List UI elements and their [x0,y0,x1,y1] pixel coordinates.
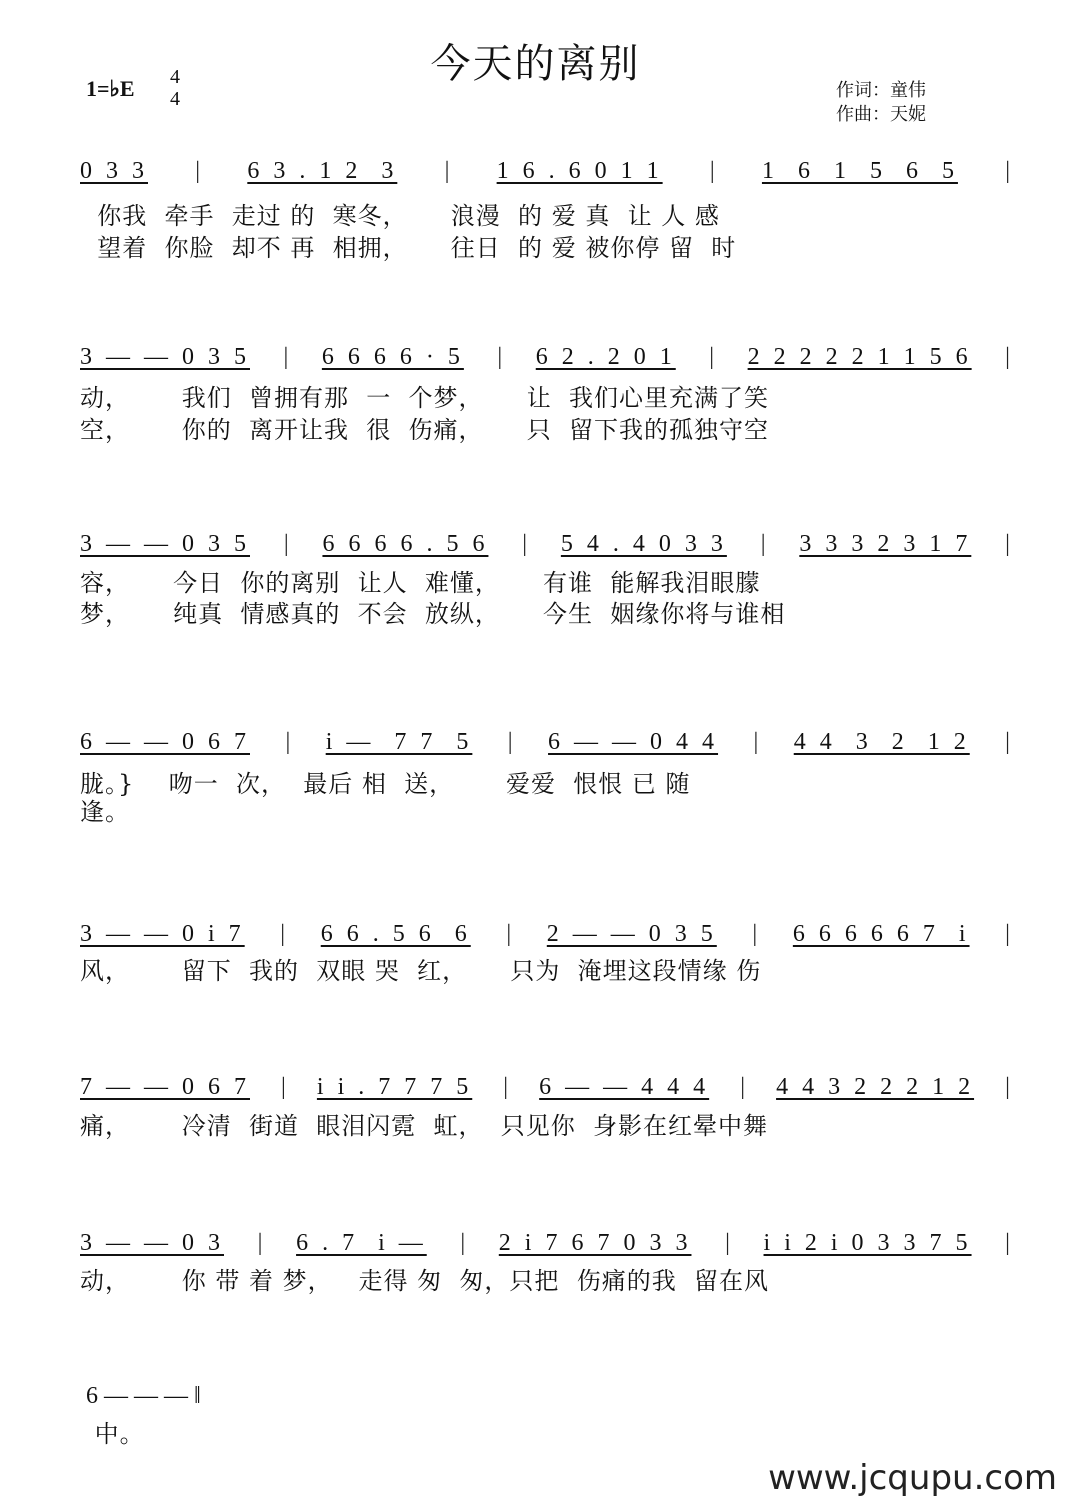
bar-line: | [1005,1230,1010,1256]
measure: 6 — — 0 6 7 [80,729,250,755]
bar-line: | [1005,921,1010,947]
lyric-line: 逢。 [80,798,130,826]
bar-line: | [285,729,291,755]
bar-line: | [1005,729,1010,755]
key-signature: 1=♭E [86,76,135,101]
meter-top: 4 [170,66,180,88]
measure: 3 3 3 2 3 1 7 [799,531,972,557]
measure: 0 3 3 [80,158,148,184]
bar-line: | [460,1230,466,1256]
measure: 6 . 7 i — [296,1230,427,1256]
measure: 6 — — — ‖ [86,1383,201,1409]
composer-credit: 作曲：天妮 [836,104,926,125]
lyric-line: 空， 你的 离开让我 很 伤痛， 只 留下我的孤独守空 [80,416,769,444]
measure: 4 4 3 2 2 2 1 2 [776,1074,975,1100]
lyric-line: 胧。} 吻一 次， 最后 相 送， 爱爱 恨恨 已 随 [80,770,691,798]
bar-line: | [281,1074,286,1100]
measure: 6 6 6 6 6 7 i [792,921,970,947]
bar-line: | [522,531,528,557]
measure: 6 6 6 6 . 5 6 [322,531,489,557]
notation-row [80,1230,1010,1257]
lyric-line: 中。 [86,1420,145,1448]
measure: 6 — — 0 4 4 [548,729,719,755]
notation-row [80,921,1010,948]
measure: 2 i 7 6 7 0 3 3 [498,1230,692,1256]
lyric-line: 风， 留下 我的 双眼 哭 红， 只为 淹埋这段情缘 伤 [80,957,762,985]
measure: 7 — — 0 6 7 [80,1074,250,1100]
notation-row [86,1383,276,1410]
lyric-line: 容， 今日 你的离别 让人 难懂， 有谁 能解我泪眼朦 [80,569,761,597]
measure: 3 — — 0 3 5 [80,344,250,370]
lyric-line: 痛， 冷清 街道 眼泪闪霓 虹， 只见你 身影在红晕中舞 [80,1112,769,1140]
measure: 4 4 3 2 1 2 [793,729,970,755]
time-signature [170,66,180,110]
bar-line: | [503,1074,509,1100]
measure: 3 — — 0 i 7 [80,921,245,947]
notation-row [80,158,1010,185]
bar-line: | [760,531,766,557]
bar-line: | [1005,531,1010,557]
measure: i i 2 i 0 3 3 7 5 [763,1230,972,1256]
notation-row [80,1074,1010,1101]
notation-row [80,531,1010,558]
bar-line: | [444,158,450,184]
measure: i i . 7 7 7 5 [316,1074,473,1100]
notation-row [80,344,1010,371]
measure: 2 2 2 2 2 1 1 5 6 [747,344,972,370]
bar-line: | [506,921,512,947]
bar-line: | [709,158,715,184]
bar-line: | [283,531,289,557]
bar-line: | [1005,158,1010,184]
measure: 2 — — 0 3 5 [546,921,717,947]
bar-line: | [257,1230,263,1256]
bar-line: | [195,158,201,184]
bar-line: | [497,344,503,370]
measure: 3 — — 0 3 5 [80,531,250,557]
lyric-line: 望着 你脸 却不 再 相拥， 往日 的 爱 被你停 留 时 [80,234,737,262]
bar-line: | [1005,344,1010,370]
bar-line: | [280,921,286,947]
watermark: www.jcqupu.com [768,1458,1057,1498]
meter-bottom: 4 [170,88,180,110]
measure: 1 6 1 5 6 5 [761,158,958,184]
measure: 5 4 . 4 0 3 3 [560,531,727,557]
bar-line: | [725,1230,730,1256]
notation-row [80,729,1010,756]
measure: 3 — — 0 3 [80,1230,224,1256]
song-title: 今天的离别 [430,41,641,87]
lyric-line: 你我 牵手 走过 的 寒冬， 浪漫 的 爱 真 让 人 感 [80,202,720,230]
measure: 6 2 . 2 0 1 [535,344,676,370]
bar-line: | [283,344,289,370]
bar-line: | [709,344,715,370]
measure: i — 7 7 5 [325,729,473,755]
bar-line: | [740,1074,746,1100]
lyric-line: 动， 我们 曾拥有那 一 个梦， 让 我们心里充满了笑 [80,384,769,412]
measure: 6 — — 4 4 4 [539,1074,710,1100]
measure: 1 6 . 6 0 1 1 [496,158,663,184]
measure: 6 6 6 6 · 5 [321,344,464,370]
measure: 6 3 . 1 2 3 [247,158,398,184]
bar-line: | [753,729,759,755]
lyric-line: 动， 你 带 着 梦， 走得 匆 匆，只把 伤痛的我 留在风 [80,1267,769,1295]
bar-line: | [752,921,758,947]
bar-line: | [507,729,513,755]
measure: 6 6 . 5 6 6 [320,921,471,947]
lyricist-credit: 作词：童伟 [836,80,926,101]
bar-line: | [1005,1074,1010,1100]
lyric-line: 梦， 纯真 情感真的 不会 放纵， 今生 姻缘你将与谁相 [80,600,786,628]
